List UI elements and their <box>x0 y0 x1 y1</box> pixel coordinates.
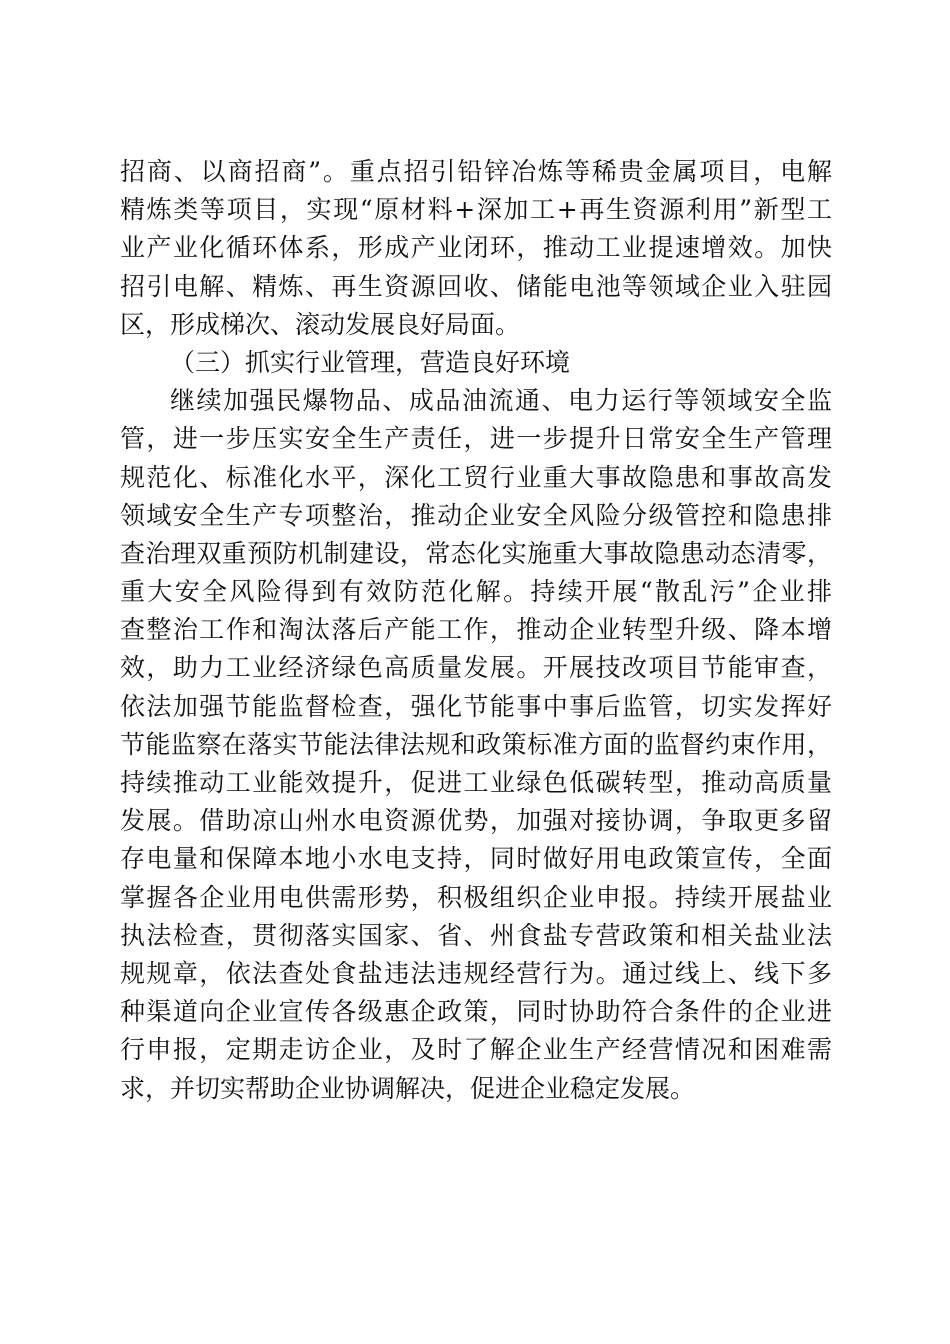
paragraph-line: 种渠道向企业宣传各级惠企政策，同时协助符合条件的企业进 <box>120 997 832 1027</box>
paragraph-1 <box>120 153 832 344</box>
paragraph-line: 查治理双重预防机制建设，常态化实施重大事故隐患动态清零， <box>120 538 832 568</box>
paragraph-2 <box>120 382 832 1108</box>
paragraph-line: 行申报，定期走访企业，及时了解企业生产经营情况和困难需 <box>120 1035 832 1065</box>
document-body <box>120 153 832 1108</box>
paragraph-line: 效，助力工业经济绿色高质量发展。开展技改项目节能审查， <box>120 653 832 683</box>
paragraph-line: 重大安全风险得到有效防范化解。持续开展“散乱污”企业排 <box>120 577 832 607</box>
paragraph-line: 规范化、标准化水平，深化工贸行业重大事故隐患和事故高发 <box>120 462 832 492</box>
paragraph-line: 执法检查，贯彻落实国家、省、州食盐专营政策和相关盐业法 <box>120 920 832 950</box>
paragraph-line: 掌握各企业用电供需形势，积极组织企业申报。持续开展盐业 <box>120 882 832 912</box>
paragraph-line: 区，形成梯次、滚动发展良好局面。 <box>120 309 521 339</box>
paragraph-line: 招商、以商招商”。重点招引铅锌冶炼等稀贵金属项目，电解 <box>120 157 832 186</box>
section-heading: （三）抓实行业管理，营造良好环境 <box>170 347 571 377</box>
paragraph-line: 发展。借助凉山州水电资源优势，加强对接协调，争取更多留 <box>120 806 832 836</box>
paragraph-line: 业产业化循环体系，形成产业闭环，推动工业提速增效。加快 <box>120 233 832 263</box>
paragraph-line: 继续加强民爆物品、成品油流通、电力运行等领域安全监 <box>170 386 832 416</box>
paragraph-line: 存电量和保障本地小水电支持，同时做好用电政策宣传，全面 <box>120 844 832 874</box>
paragraph-line: 招引电解、精炼、再生资源回收、储能电池等领域企业入驻园 <box>120 271 832 301</box>
paragraph-line: 领域安全生产专项整治，推动企业安全风险分级管控和隐患排 <box>120 500 832 530</box>
paragraph-line: 依法加强节能监督检查，强化节能事中事后监管，切实发挥好 <box>120 691 832 721</box>
paragraph-line: 求，并切实帮助企业协调解决，促进企业稳定发展。 <box>120 1073 696 1103</box>
paragraph-line: 管，进一步压实安全生产责任，进一步提升日常安全生产管理 <box>120 424 832 454</box>
paragraph-line: 节能监察在落实节能法律法规和政策标准方面的监督约束作用， <box>120 729 832 759</box>
paragraph-line: 规规章，依法查处食盐违法违规经营行为。通过线上、线下多 <box>120 958 832 988</box>
paragraph-line: 持续推动工业能效提升，促进工业绿色低碳转型，推动高质量 <box>120 768 832 797</box>
paragraph-line: 精炼类等项目，实现“原材料+深加工+再生资源利用”新型工 <box>120 195 832 225</box>
paragraph-line: 查整治工作和淘汰落后产能工作，推动企业转型升级、降本增 <box>120 615 832 645</box>
